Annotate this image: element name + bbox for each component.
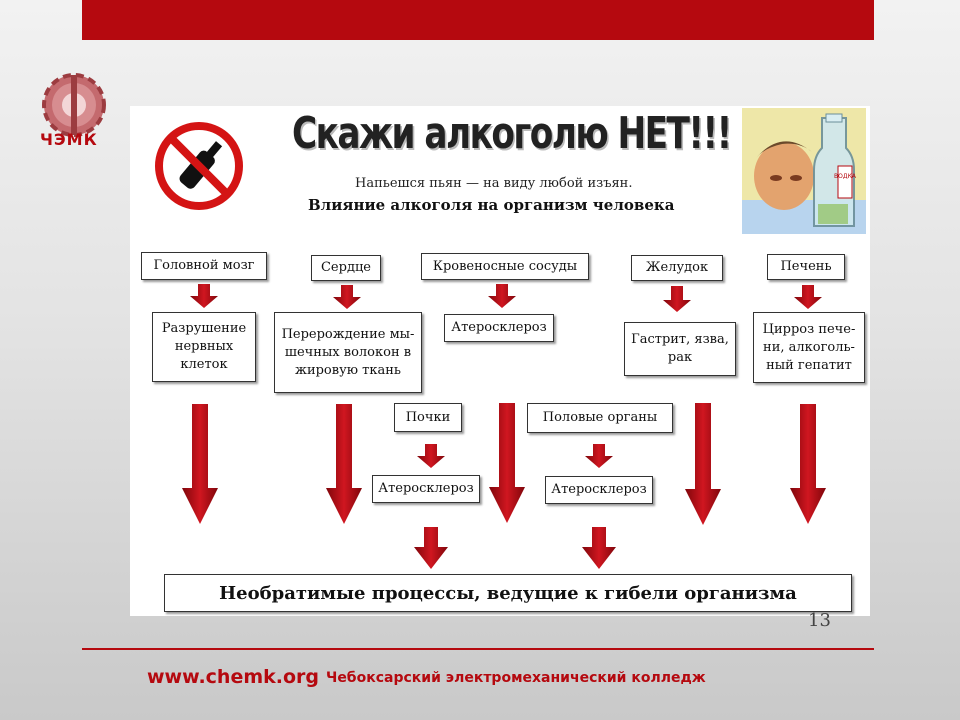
organ-box-stomach: Желудок (631, 255, 723, 281)
small-arrow-kidneys (417, 444, 445, 468)
page-title: Скажи алкоголю НЕТ!!! (292, 108, 731, 159)
effect-box-brain: Разрушение нервных клеток (152, 312, 256, 382)
organ-box-reproductive: Половые органы (527, 403, 673, 433)
organ-box-liver: Печень (767, 254, 845, 280)
page-number: 13 (808, 610, 831, 631)
effect-box-reproductive: Атеросклероз (545, 476, 653, 504)
small-arrow-brain (190, 284, 218, 308)
organ-box-kidneys: Почки (394, 403, 462, 432)
footer-url-link[interactable]: www.chemk.org (147, 666, 320, 688)
small-arrow-vessels (488, 284, 516, 308)
small-arrow-stomach (663, 286, 691, 312)
effect-box-vessels: Атеросклероз (444, 314, 554, 342)
proverb-subtitle: Напьешся пьян — на виду любой изъян. (355, 176, 633, 191)
effect-box-heart: Перерождение мы- шечных волокон в жировую ткань (274, 312, 422, 393)
small-arrow-heart (333, 285, 361, 309)
large-arrow-heart (326, 404, 362, 524)
large-arrow-liver (790, 404, 826, 524)
organ-box-vessels: Кровеносные сосуды (421, 253, 589, 280)
conclusion-box: Необратимые процессы, ведущие к гибели организма (164, 574, 852, 612)
footer-divider (82, 648, 874, 650)
medium-arrow-kidneys (414, 527, 448, 569)
large-arrow-stomach (685, 403, 721, 525)
effect-box-stomach: Гастрит, язва, рак (624, 322, 736, 376)
small-arrow-liver (794, 285, 822, 309)
effect-box-liver: Цирроз пече- ни, алкоголь- ный гепатит (753, 312, 865, 383)
logo-text: ЧЭМК (40, 130, 98, 149)
large-arrow-vessels (489, 403, 525, 523)
small-arrow-reproductive (585, 444, 613, 468)
large-arrow-brain (182, 404, 218, 524)
effect-box-kidneys: Атеросклероз (372, 475, 480, 503)
organ-box-brain: Головной мозг (141, 252, 267, 280)
medium-arrow-reproductive (582, 527, 616, 569)
organ-box-heart: Сердце (311, 255, 381, 281)
diagram-heading: Влияние алкоголя на организм человека (308, 196, 675, 214)
footer-college-name: Чебоксарский электромеханический колледж (326, 670, 706, 686)
bottle-label: ВОДКА (834, 173, 856, 180)
